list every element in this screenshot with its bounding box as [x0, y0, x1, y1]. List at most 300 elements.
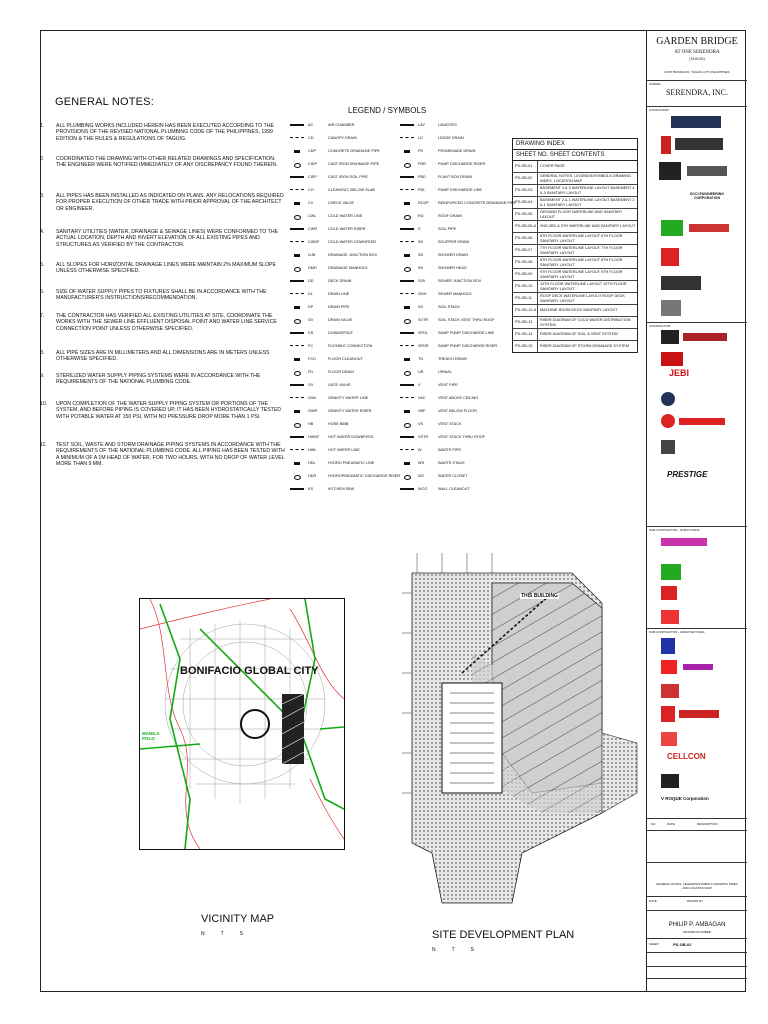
general-note-number: 10.: [40, 401, 48, 407]
drawing-index-sheet-title: 7TH FLOOR WATERLINE LAYOUT 7TH FLOOR SANITARY LAYOUT: [540, 246, 623, 255]
legend-description: SOIL STACK: [438, 305, 460, 309]
general-notes-title: GENERAL NOTES:: [55, 96, 154, 108]
legend-symbol-icon: [290, 228, 304, 233]
sub-arch-logo-1: [661, 638, 675, 654]
legend-code: CDP: [308, 149, 317, 153]
legend-symbol-icon: [294, 163, 301, 168]
legend-description: REINFORCED CONCRETE DRAINAGE PIPE: [438, 201, 517, 205]
legend-code: W: [418, 448, 422, 452]
general-note-number: 6.: [40, 289, 45, 295]
legend-description: DRAINAGE MANHOLE: [328, 266, 368, 270]
legend-code: SMH: [418, 292, 427, 296]
legend-description: SOIL STACK VENT THRU ROOF: [438, 318, 495, 322]
drawing-index-sheet-no: PS-GB-06: [513, 233, 538, 244]
revision-no-header: NO.: [651, 822, 657, 826]
legend-symbol-icon: [290, 436, 304, 441]
legend-code: SVTR: [418, 318, 429, 322]
legend-symbol-icon: [290, 124, 304, 129]
general-note-text: STERILIZED WATER SUPPLY PIPING SYSTEMS WERE IN ACCORDANCE WITH THE REQUIREMENTS OF THE NATIONAL PLUMBING CODE.: [56, 373, 261, 386]
legend-item: [290, 395, 390, 402]
drawing-index-row: [513, 317, 637, 329]
owner-label: OWNER:: [649, 82, 662, 86]
legend-code: CD: [308, 136, 314, 140]
legend-description: FLOOR DRAIN: [328, 370, 354, 374]
legend-symbol-icon: [404, 202, 410, 205]
general-note-item: [40, 262, 285, 275]
drawing-index-sheet-no: PS-GB-13: [513, 317, 538, 328]
legend-code: KS: [308, 487, 314, 491]
legend-code: DMH: [308, 266, 317, 270]
drawing-index-sheet-title: BASEMENT 2 & 1 WATERLINE LAYOUT BASEMENT 2 & 1 SANITARY LAYOUT: [540, 198, 635, 207]
drawing-index-sheet-title: 6TH FLOOR WATERLINE LAYOUT 6TH FLOOR SANITARY LAYOUT: [540, 234, 623, 243]
legend-symbol-icon: [290, 397, 304, 401]
sub-structural-label: SUB-CONTRACTOR - STRUCTURAL: [649, 528, 701, 532]
legend-code: DV: [308, 318, 314, 322]
legend-item: [290, 187, 390, 194]
legend-symbol-icon: [400, 241, 414, 245]
general-note-text: UPON COMPLETION OF THE WATER SUPPLY PIPING SYSTEM OR PORTIONS OF THE SYSTEM, AND BEFORE PIPING IS COVERED UP, IT HAS BEEN HYDROSTATICALLY TESTED WITH POTABLE WATER AT 150 PSI, WITH NO PRESSURE DROP MORE THAN 1 PSI.: [56, 401, 282, 420]
legend-description: HOSE BIBB: [328, 422, 349, 426]
contractor-label: CONTRACTOR:: [649, 324, 671, 328]
site-development-plan: [402, 553, 642, 915]
legend-symbol-icon: [400, 384, 414, 389]
legend-item: [290, 278, 390, 285]
legend-code: DL: [308, 292, 313, 296]
legend-code: VBF: [418, 409, 426, 413]
drawing-index-sheet-no: PS-GB-02: [513, 173, 538, 184]
legend-description: CHECK VALVE: [328, 201, 355, 205]
legend-symbol-icon: [290, 345, 304, 349]
legend-description: SHOWER DRAIN: [438, 253, 468, 257]
legend-symbol-icon: [294, 475, 301, 480]
legend-code: RD: [418, 214, 424, 218]
legend-item: [400, 447, 500, 454]
drawing-index-sheet-no: PS-GB-04: [513, 197, 538, 208]
legend-item: [290, 421, 390, 428]
sub-arch-logo-3: [661, 684, 679, 698]
legend-symbol-icon: [404, 254, 410, 257]
sub-arch-logo-6: [661, 774, 679, 788]
contractor-logo-1b: [683, 333, 727, 341]
legend-symbol-icon: [400, 137, 414, 141]
legend-code: GWL: [308, 396, 317, 400]
general-note-text: THE CONTRACTOR HAS VERIFIED ALL EXISTING UTILITIES AT SITE, COORDINATE THE WORKS WITH THE SEWER LINE EFFLUENT DISPOSAL POINT AND WATER LINE SERVICE CONNECTION POINT UNLESS OTHERWISE SPECIFIED.: [56, 313, 277, 332]
legend-item: [290, 343, 390, 350]
legend-code: SPDR: [418, 344, 429, 348]
owner-name: SERENDRA, INC.: [665, 88, 728, 97]
consultant-logo-3b: [687, 166, 727, 176]
legend-symbol-icon: [290, 449, 304, 453]
sheet-description: GENERAL NOTES, LEGENDS/SYMBOLS DRAWING INDEX AND LOCATION MAP: [656, 882, 738, 890]
drawing-index-sheet-title: 9TH FLOOR WATERLINE LAYOUT 9TH FLOOR SANITARY LAYOUT: [540, 270, 623, 279]
legend-code: DJB: [308, 253, 316, 257]
legend-symbol-icon: [404, 163, 411, 168]
general-note-number: 1.: [40, 123, 45, 129]
legend-symbol-icon: [400, 176, 414, 181]
legend-item: [400, 148, 500, 155]
legend-description: SEWER MANHOLE: [438, 292, 472, 296]
legend-description: GRAVITY WATER RISER: [328, 409, 372, 413]
legend-item: [290, 135, 390, 142]
legend-description: SHOWER HEAD: [438, 266, 467, 270]
title-block: [646, 30, 746, 992]
drawing-index-row: [513, 161, 637, 173]
contractor-logo-3: [661, 392, 675, 406]
consultant-logo-4: [661, 220, 683, 236]
drawing-index-title: DRAWING INDEX: [513, 139, 637, 150]
legend-symbol-icon: [294, 358, 300, 361]
legend-symbol-icon: [290, 137, 304, 141]
legend-symbol-icon: [404, 267, 411, 272]
firm-prestige: PRESTIGE: [667, 470, 708, 479]
legend-code: HDR: [308, 474, 317, 478]
firm-dcci: DCCI ENGINEERING CORPORATION: [689, 192, 725, 200]
drawing-index-sheet-no: PS-GB-01: [513, 161, 538, 172]
legend-item: [400, 213, 500, 220]
general-note-number: 8.: [40, 350, 45, 356]
drawing-index-sheet-no: PS-GB-03: [513, 185, 538, 196]
legend-description: CONCRETE DRAINAGE PIPE: [328, 149, 380, 153]
sub-arch-logo-5: [661, 732, 677, 746]
legend-code: LD: [418, 136, 423, 140]
legend-code: RCDP: [418, 201, 429, 205]
legend-description: ROOF DRAIN: [438, 214, 462, 218]
consultant-logo-1: [671, 116, 721, 128]
legend-item: [290, 174, 390, 181]
sub-arch-logo-4b: [679, 710, 719, 718]
legend-item: [400, 122, 500, 129]
legend-code: VSTR: [418, 435, 429, 439]
drawing-index-sheet-title: RISER DIAGRAM OF SOIL & VENT SYSTEM: [540, 332, 618, 337]
vicinity-map-label: BONIFACIO GLOBAL CITY: [180, 665, 319, 677]
legend-item: [400, 265, 500, 272]
legend-description: CAST IRON DRAINAGE PIPE: [328, 162, 380, 166]
legend-symbol-icon: [290, 332, 304, 337]
legend-description: HYDROPNEUMATIC DISCHARGE RISER: [328, 474, 401, 478]
site-plan-building-label: THIS BUILDING: [521, 593, 558, 599]
legend-code: SD: [418, 240, 424, 244]
general-note-item: [40, 350, 285, 363]
legend-description: VENT BELOW FLOOR: [438, 409, 477, 413]
legend-item: [290, 161, 390, 168]
legend-code: PD: [418, 149, 424, 153]
legend-symbol-icon: [400, 449, 414, 453]
legend-symbol-icon: [404, 215, 411, 220]
legend-code: SJB: [418, 279, 425, 283]
drawing-index-sheet-no: PS-GB-07: [513, 245, 538, 256]
legend-item: [290, 265, 390, 272]
firm-roque: V ROQUE Corporation: [661, 796, 709, 801]
legend-item: [290, 330, 390, 337]
drawing-index-sheet-no: PS-GB-14: [513, 329, 538, 340]
legend-item: [290, 226, 390, 233]
legend-symbol-icon: [404, 358, 410, 361]
legend-description: HOT WATER DOWNFEED: [328, 435, 374, 439]
legend-description: SCUPPER DRAIN: [438, 240, 470, 244]
legend-item: [400, 174, 500, 181]
drawing-index-row: [513, 173, 637, 185]
legend-item: [400, 421, 500, 428]
legend-code: PDL: [418, 188, 426, 192]
legend-description: VENT STACK: [438, 422, 462, 426]
legend-symbol-icon: [294, 306, 300, 309]
sub-arch-logo-2: [661, 660, 677, 674]
vicinity-side-label: MANILA POLO: [142, 731, 160, 741]
legend-description: WATER CLOSET: [438, 474, 468, 478]
legend-description: VENT STACK THRU ROOF: [438, 435, 486, 439]
legend-item: [400, 434, 500, 441]
sheet-label: SHEET: [649, 942, 660, 946]
legend-symbol-icon: [294, 202, 300, 205]
legend-item: [290, 460, 390, 467]
legend-description: PUMP DISCHARGE LINE: [438, 188, 483, 192]
legend-item: [290, 473, 401, 480]
legend-description: DRAINAGE JUNCTION BOX: [328, 253, 378, 257]
consultant-logo-2-mark: [661, 136, 671, 154]
drawing-index-sheet-no: PS-GB-05-A: [513, 221, 538, 232]
general-note-item: [40, 442, 285, 467]
legend-symbol-icon: [294, 319, 301, 324]
legend-description: WALL CLEANOUT: [438, 487, 470, 491]
drawing-index-sheet-title: BASEMENT 4 & 3 WATERLINE LAYOUT BASEMENT 4 & 3 SANITARY LAYOUT: [540, 186, 635, 195]
project-name: GARDEN BRIDGE: [656, 36, 738, 47]
general-note-text: ALL PLUMBING WORKS INCLUDED HEREIN HAS BEEN EXECUTED ACCORDING TO THE PROVISIONS OF THE REVISED NATIONAL PLUMBING CODE OF THE PHILIPPINES, 1999 EDITION & THE RULES & REGULATIONS OF TAGUIG.: [56, 123, 275, 142]
legend-title: LEGEND / SYMBOLS: [348, 106, 427, 115]
drawing-index-table: [512, 138, 638, 353]
legend-code: FC: [308, 344, 314, 348]
legend-description: PLANT BOX DRAIN: [438, 175, 473, 179]
drawing-index-sheet-no: PS-GB-05: [513, 209, 538, 220]
legend-symbol-icon: [404, 410, 410, 413]
general-note-number: 5.: [40, 262, 45, 268]
legend-item: [290, 434, 390, 441]
legend-item: [400, 161, 500, 168]
legend-item: [290, 291, 390, 298]
legend-description: CANOPY DRAIN: [328, 136, 357, 140]
legend-symbol-icon: [400, 228, 414, 233]
drawn-by-label: DRAWN BY: [687, 899, 704, 903]
general-note-item: [40, 313, 285, 332]
legend-description: GRAVITY WATER LINE: [328, 396, 369, 400]
legend-code: HWL: [308, 448, 317, 452]
legend-item: [400, 239, 500, 246]
vicinity-map: [139, 598, 345, 850]
legend-symbol-icon: [400, 436, 414, 441]
vicinity-map-drawing: [140, 599, 344, 849]
legend-item: [400, 304, 500, 311]
drawing-index-row: [513, 233, 637, 245]
legend-code: HWDF: [308, 435, 320, 439]
drawing-index-row: [513, 305, 637, 317]
legend-item: [400, 395, 500, 402]
drawing-index-sheet-title: COVER PAGE: [540, 164, 565, 169]
legend-description: DOWNSPOUT: [328, 331, 354, 335]
legend-code: V: [418, 383, 421, 387]
legend-symbol-icon: [290, 293, 304, 297]
project-subtitle: AT ONE SERENDRA: [674, 50, 720, 55]
vicinity-map-title: VICINITY MAP: [201, 913, 275, 925]
legend-code: DD: [308, 279, 314, 283]
consultant-logo-2: [675, 138, 723, 150]
legend-description: COLD WATER LINE: [328, 214, 363, 218]
legend-code: CO: [308, 188, 314, 192]
legend-code: WCO: [418, 487, 428, 491]
legend-code: CISP: [308, 175, 317, 179]
legend-item: [290, 369, 390, 376]
legend-symbol-icon: [400, 280, 414, 285]
legend-symbol-icon: [400, 332, 414, 337]
legend-symbol-icon: [404, 150, 410, 153]
legend-code: TD: [418, 357, 424, 361]
legend-symbol-icon: [404, 306, 410, 309]
legend-code: VS: [418, 422, 424, 426]
drawing-index-sheet-title: ROOF DECK WATERLINE LAYOUT ROOF DECK SANITARY LAYOUT: [540, 294, 625, 303]
legend-code: LAV: [418, 123, 425, 127]
general-note-item: [40, 156, 285, 169]
legend-code: VAC: [418, 396, 426, 400]
general-note-item: [40, 289, 285, 302]
legend-item: [290, 408, 390, 415]
contractor-logo-4: [661, 414, 675, 428]
consultant-logo-6: [661, 276, 701, 290]
legend-symbol-icon: [294, 423, 301, 428]
legend-description: WASTE STACK: [438, 461, 465, 465]
legend-symbol-icon: [294, 371, 301, 376]
consultant-logo-3: [659, 162, 681, 180]
legend-code: WC: [418, 474, 425, 478]
legend-description: SUMP PUMP DISCHARGE LINE: [438, 331, 494, 335]
legend-description: HOT WATER LINE: [328, 448, 360, 452]
legend-symbol-icon: [290, 280, 304, 285]
legend-code: SPDL: [418, 331, 428, 335]
legend-code: SD: [418, 253, 424, 257]
sub-structural-logo-3: [661, 586, 677, 600]
drawing-index-sheet-no: PS-GB-12-A: [513, 305, 538, 316]
legend-item: [290, 148, 390, 155]
legend-description: KITCHEN SINK: [328, 487, 355, 491]
consultant-logo-4b: [689, 224, 729, 232]
legend-description: AIR CHAMBER: [328, 123, 355, 127]
legend-item: [400, 317, 500, 324]
sheet-number: PS-GB-02: [673, 942, 692, 947]
general-note-item: [40, 193, 285, 212]
legend-code: FD: [308, 370, 314, 374]
general-note-text: TEST SOIL, WASTE AND STORM DRAINAGE PIPING SYSTEMS IN ACCORDANCE WITH THE REQUIREMENTS OF THE NATIONAL PLUMBING CODE. ALL PIPING HAS BEEN TESTED WITH A MINIMUM OF A 1M HEAD OF WATER, FOR TWO HOURS, WITH NO DROP OF WATER LEVEL MORE THAN 9 MM.: [56, 442, 285, 467]
site-plan-drawing: [402, 553, 642, 915]
legend-symbol-icon: [294, 410, 300, 413]
general-note-number: 7.: [40, 313, 45, 319]
engineer-name: PHILIP P. AMBAGAN: [668, 922, 726, 928]
legend-symbol-icon: [294, 215, 301, 220]
sub-architectural-label: SUB-CONTRACTOR - ARCHITECTURAL: [649, 630, 705, 634]
drawing-index-sheet-title: GENERAL NOTES, LEGENDS/SYMBOLS DRAWING INDEX, LOCATION MAP: [540, 174, 632, 183]
general-note-text: COORDINATED THE DRAWING WITH OTHER RELATED DRAWINGS AND SPECIFICATION. THE ENGINEER WERE NOTIFIED IMMEDIATELY OF ANY DISCREPANCY FOUND THEREIN.: [56, 156, 278, 169]
legend-symbol-icon: [294, 254, 300, 257]
legend-symbol-icon: [400, 293, 414, 297]
legend-symbol-icon: [400, 124, 414, 129]
drawing-index-row: [513, 329, 637, 341]
drawing-index-row: [513, 341, 637, 352]
legend-code: SS: [418, 305, 424, 309]
legend-description: SOIL PIPE: [438, 227, 457, 231]
legend-code: CV: [308, 201, 314, 205]
legend-code: AC: [308, 123, 314, 127]
legend-item: [400, 356, 500, 363]
legend-code: GWR: [308, 409, 318, 413]
legend-item: [290, 252, 390, 259]
legend-symbol-icon: [404, 475, 411, 480]
legend-item: [400, 226, 500, 233]
project-location: FORT BONIFACIO, TAGUIG CITY PHILIPPINES: [664, 70, 730, 74]
legend-code: S: [418, 227, 421, 231]
legend-item: [400, 187, 500, 194]
drawing-index-row: [513, 221, 637, 233]
sub-structural-logo-4: [661, 610, 679, 624]
legend-item: [290, 304, 390, 311]
legend-description: WASTE PIPE: [438, 448, 462, 452]
legend-description: DECK DRAIN: [328, 279, 352, 283]
consultant-label: CONSULTANT:: [649, 108, 670, 112]
legend-symbol-icon: [290, 384, 304, 389]
drawing-index-sheet-title: 10TH FLOOR WATERLINE LAYOUT 10TH FLOOR SANITARY LAYOUT: [540, 282, 627, 291]
legend-code: GV: [308, 383, 314, 387]
general-note-number: 3.: [40, 193, 45, 199]
legend-code: WS: [418, 461, 425, 465]
drawing-index-row: [513, 209, 637, 221]
legend-item: [400, 382, 500, 389]
legend-item: [290, 200, 390, 207]
general-note-item: [40, 373, 285, 386]
sub-arch-logo-2b: [683, 664, 713, 670]
drawing-index-sheet-title: 8TH FLOOR WATERLINE LAYOUT 8TH FLOOR SANITARY LAYOUT: [540, 258, 623, 267]
legend-description: TRENCH DRAIN: [438, 357, 467, 361]
legend-item: [400, 460, 500, 467]
contractor-logo-1: [661, 330, 679, 344]
legend-description: GATE VALVE: [328, 383, 351, 387]
drawing-index-row: [513, 185, 637, 197]
contractor-logo-5: [661, 440, 675, 454]
legend-item: [290, 317, 390, 324]
contractor-logo-4b: [679, 418, 725, 425]
legend-item: [400, 408, 500, 415]
drawing-index-sheet-no: PS-GB-15: [513, 341, 538, 352]
legend-code: FCO: [308, 357, 317, 361]
drawing-index-sheet-title: RISER DIAGRAM OF STORM DRAINAGE SYSTEM: [540, 344, 629, 349]
legend-item: [290, 356, 390, 363]
legend-code: UR: [418, 370, 424, 374]
legend-code: DS: [308, 331, 314, 335]
revision-date-header: DATE: [667, 822, 675, 826]
legend-code: CWDF: [308, 240, 320, 244]
legend-symbol-icon: [290, 189, 304, 193]
drawing-index-row: [513, 197, 637, 209]
legend-symbol-icon: [400, 189, 414, 193]
legend-item: [400, 369, 500, 376]
legend-symbol-icon: [294, 462, 300, 465]
legend-item: [400, 343, 500, 350]
drawing-index-row: [513, 269, 637, 281]
general-note-number: 4.: [40, 229, 45, 235]
legend-symbol-icon: [404, 319, 411, 324]
legend-description: HYDRO PNEUMATIC LINE: [328, 461, 375, 465]
sub-structural-logo-1: [661, 538, 707, 546]
drawing-index-sheet-no: PS-GB-10: [513, 281, 538, 292]
drawing-index-row: [513, 245, 637, 257]
legend-description: CLEANOUT, BELOW SLAB: [328, 188, 375, 192]
drawing-index-sheet-title: MACHINE ROOM DECK SANITARY LAYOUT: [540, 308, 618, 313]
consultant-logo-7: [661, 300, 681, 316]
vicinity-map-nts: NTS: [201, 931, 259, 937]
